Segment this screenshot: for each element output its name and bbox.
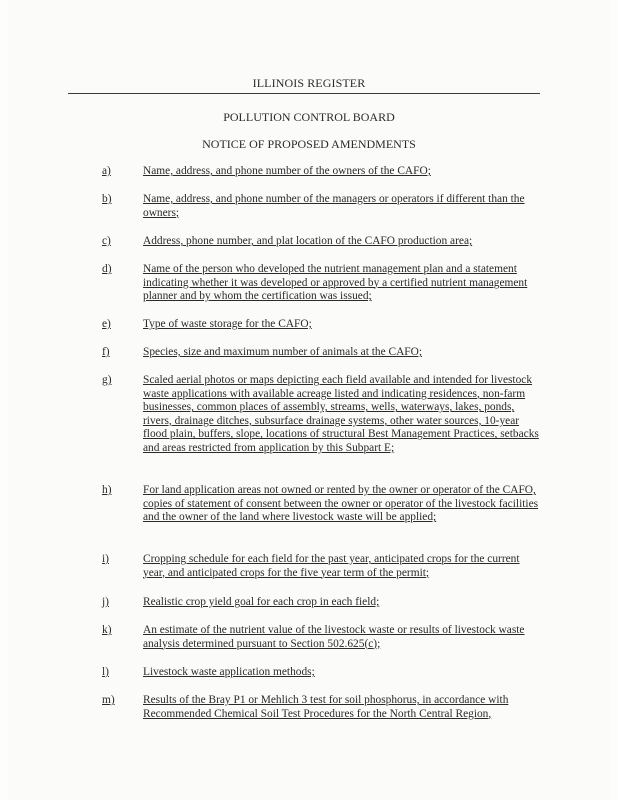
item-text: Cropping schedule for each field for the past year, anticipated crops for the current year, and anticipated crops for the five year term of the permit; <box>143 553 520 579</box>
item-text: Type of waste storage for the CAFO; <box>143 318 312 330</box>
item-letter: c) <box>102 235 111 247</box>
item-letter: k) <box>102 624 112 636</box>
item-letter: g) <box>102 374 112 386</box>
item-letter: l) <box>102 666 109 678</box>
item-letter: m) <box>102 694 115 706</box>
item-text: Species, size and maximum number of animals at the CAFO; <box>143 346 423 358</box>
item-text: For land application areas not owned or rented by the owner or operator of the CAFO, copies of statement of consent between the owner or operator of the livestock facilities and the owner of the land where livestock waste will be applied; <box>143 484 539 524</box>
item-letter: e) <box>102 318 111 330</box>
item-letter: f) <box>102 346 110 358</box>
item-text: Livestock waste application methods; <box>143 666 315 678</box>
item-text: An estimate of the nutrient value of the livestock waste or results of livestock waste analysis determined pursuant to Section 502.625(c); <box>143 624 525 650</box>
item-text: Scaled aerial photos or maps depicting each field available and intended for livestock waste applications with available acreage listed and indicating residences, non-farm businesses, common places of assembly, streams, wells, waterways, lakes, ponds, rivers, drainage ditches, subsurface drainage systems, other water sources, 10-year flood plain, buffers, slope, locations of structural Best Management Practices, setbacks and areas restricted from application by this Subpart E; <box>143 374 539 454</box>
item-letter: i) <box>102 553 109 565</box>
notice-title: NOTICE OF PROPOSED AMENDMENTS <box>202 137 416 151</box>
board-title: POLLUTION CONTROL BOARD <box>223 110 395 124</box>
item-text: Address, phone number, and plat location of the CAFO production area; <box>143 235 473 247</box>
item-text: Realistic crop yield goal for each crop in each field; <box>143 596 380 608</box>
item-text: Results of the Bray P1 or Mehlich 3 test for soil phosphorus, in accordance with Recommended Chemical Soil Test Procedures for the North Central Region, <box>143 694 509 720</box>
item-letter: d) <box>102 263 112 275</box>
item-letter: a) <box>102 165 111 177</box>
item-text: Name, address, and phone number of the owners of the CAFO; <box>143 165 431 177</box>
item-letter: b) <box>102 193 112 205</box>
item-text: Name, address, and phone number of the managers or operators if different than the owners; <box>143 193 525 219</box>
item-letter: h) <box>102 484 112 496</box>
item-letter: j) <box>102 596 109 608</box>
register-title: ILLINOIS REGISTER <box>252 76 366 90</box>
header-rule <box>68 93 540 94</box>
item-text: Name of the person who developed the nutrient management plan and a statement indicating whether it was developed or approved by a certified nutrient management planner and by whom the certification was issued; <box>143 263 528 303</box>
